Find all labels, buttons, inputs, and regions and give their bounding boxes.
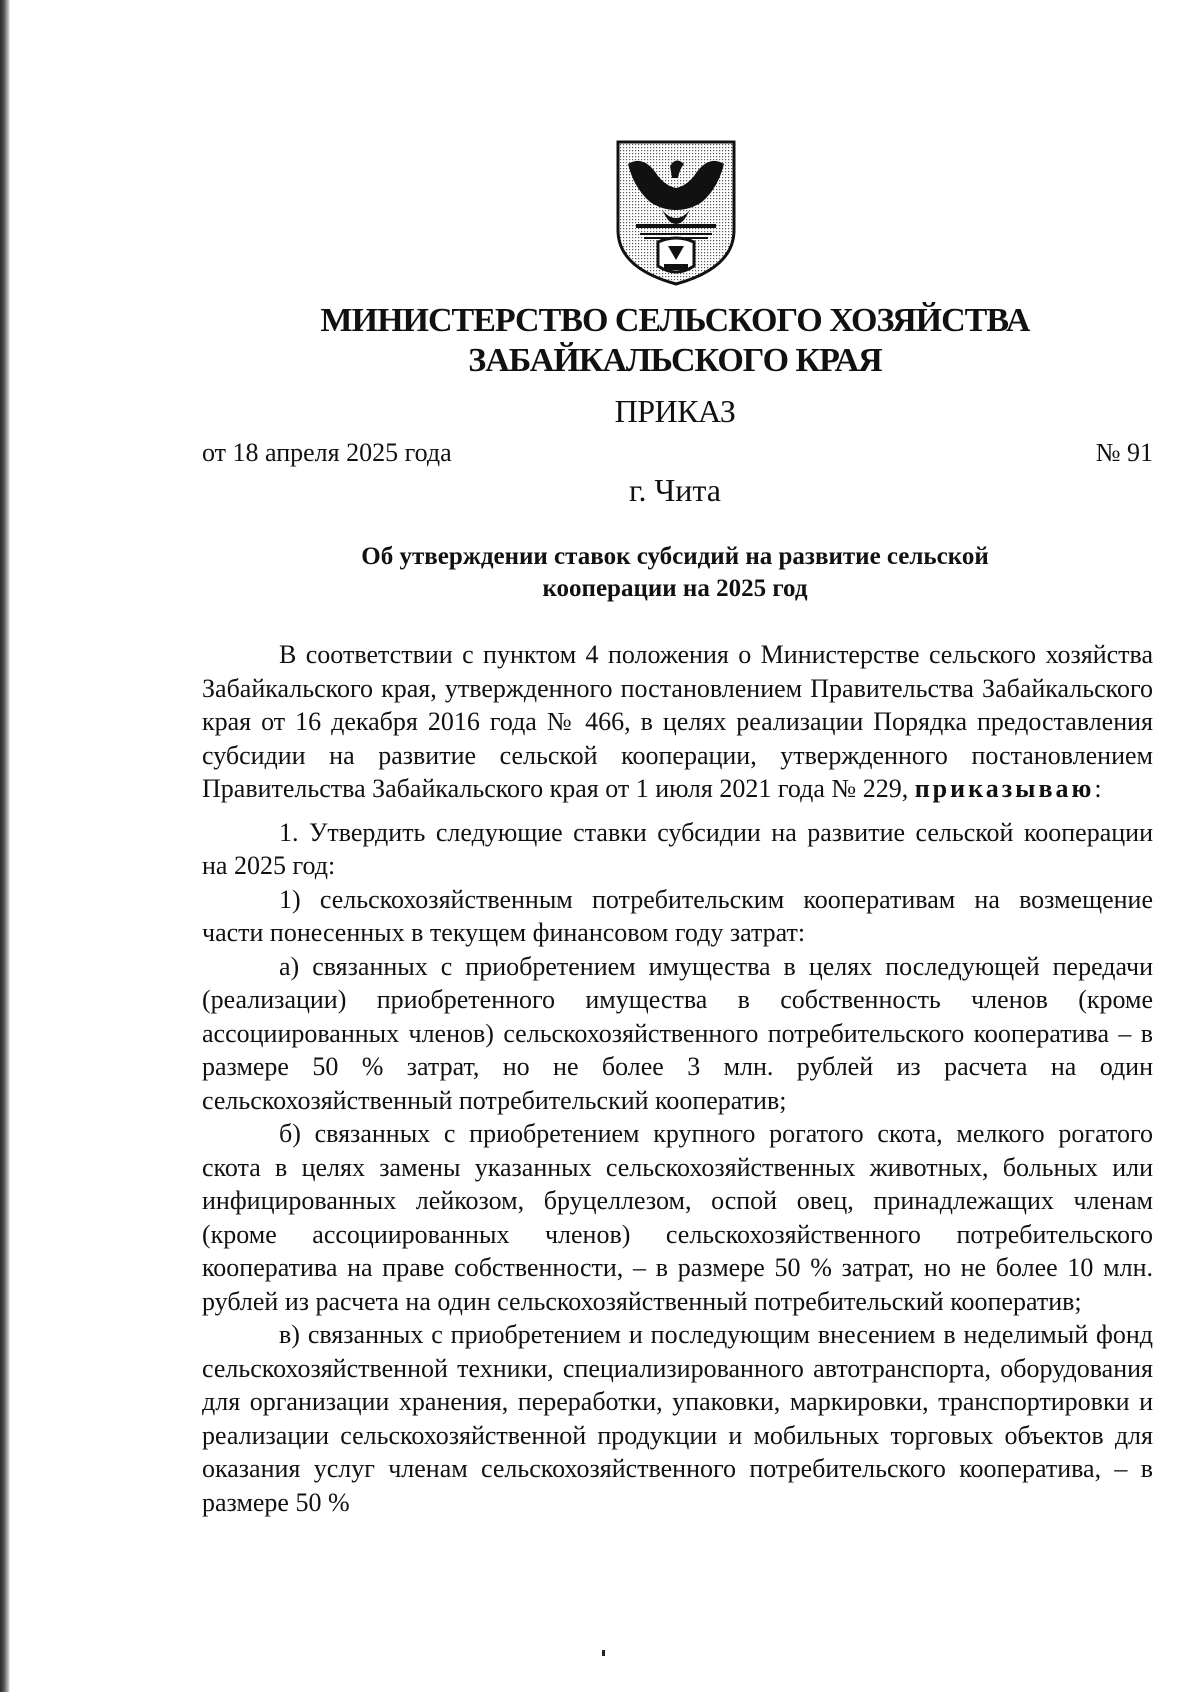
ministry-line-2: ЗАБАЙКАЛЬСКОГО КРАЯ bbox=[468, 342, 882, 379]
item-1-1: 1) сельскохозяйственным потребительским кооперативам на возмещение части понесенных в текущем финансовом году затрат: bbox=[202, 884, 1153, 947]
item-b: б) связанных с приобретением крупного рогатого скота, мелкого рогатого скота в целях замены указанных сельскохозяйственных животных, больных или инфицированных лейкозом, бруцеллезом, оспой овец, принадлежащих членам (кроме ассоциированных членов) сельскохозяйственного потребительского кооператива на праве собственности, – в размере 50 % затрат, но не более 10 млн. рублей из расчета на один сельскохозяйственный потребительский кооператив; bbox=[202, 1119, 1153, 1316]
page-mark bbox=[602, 1650, 605, 1656]
order-colon: : bbox=[1094, 774, 1102, 803]
order-word: приказываю bbox=[914, 774, 1095, 803]
ministry-name bbox=[200, 301, 1150, 381]
item-1: 1. Утвердить следующие ставки субсидии на развитие сельской кооперации на 2025 год: bbox=[202, 817, 1153, 880]
document-city: г. Чита bbox=[628, 472, 721, 508]
document-number: № 91 bbox=[1095, 438, 1153, 467]
document-body bbox=[202, 638, 1153, 1519]
subject-line-1: Об утверждении ставок субсидий на развитие сельской bbox=[361, 543, 989, 570]
item-v: в) связанных с приобретением и последующим внесением в неделимый фонд сельскохозяйственной техники, специализированного автотранспорта, оборудования для организации хранения, переработки, упаковки, маркировки, транспортировки и реализации сельскохозяйственной продукции и мобильных торговых объектов для оказания услуг членам сельскохозяйственного потребительского кооператива, – в размере 50 % bbox=[202, 1320, 1153, 1517]
subject-line-2: кооперации на 2025 год bbox=[542, 575, 808, 602]
scan-edge-shadow bbox=[0, 0, 10, 1692]
coat-of-arms-icon bbox=[614, 138, 738, 286]
document-date: от 18 апреля 2025 года bbox=[202, 438, 452, 467]
preamble-paragraph bbox=[202, 638, 1153, 806]
bow bbox=[636, 224, 716, 228]
item-a: а) связанных с приобретением имущества в целях последующей передачи (реализации) приобретенного имущества в собственность членов (кроме ассоциированных членов) сельскохозяйственного потребительского кооператива – в размере 50 % затрат, но не более 3 млн. рублей из расчета на один сельскохозяйственный потребительский кооператив; bbox=[202, 951, 1153, 1115]
preamble-text: В соответствии с пунктом 4 положения о Министерстве сельского хозяйства Забайкальского края, утвержденного постановлением Правительства Забайкальского края от 16 декабря 2016 года № 466, в целях реализации Порядка предоставления субсидии на развитие сельской кооперации, утвержденного постановлением Правительства Забайкальского края от 1 июля 2021 года № 229, bbox=[202, 640, 1153, 803]
document-subject bbox=[200, 541, 1150, 605]
ministry-line-1: МИНИСТЕРСТВО СЕЛЬСКОГО ХОЗЯЙСТВА bbox=[320, 302, 1030, 339]
document-type: ПРИКАЗ bbox=[614, 393, 736, 429]
